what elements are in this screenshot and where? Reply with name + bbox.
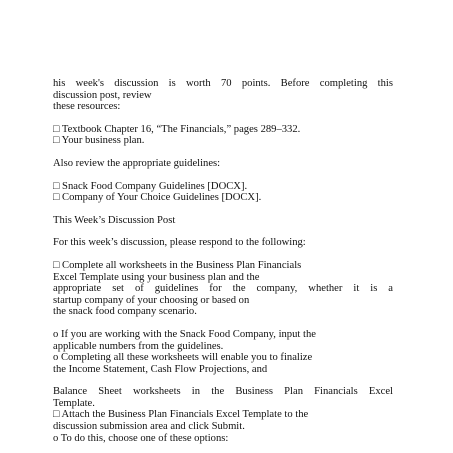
sub2-line-4: discussion submission area and click Submit. bbox=[53, 421, 245, 433]
paragraph-gap bbox=[53, 318, 393, 329]
paragraph-gap bbox=[53, 375, 393, 386]
intro-line-3: these resources: bbox=[53, 101, 121, 113]
respond-intro: For this week’s discussion, please respond to the following: bbox=[53, 237, 306, 249]
sub-line-3: o Completing all these worksheets will enable you to finalize bbox=[53, 352, 313, 364]
sub-line-4: the Income Statement, Cash Flow Projections, and bbox=[53, 363, 268, 375]
resource-item-textbook: □ Textbook Chapter 16, “The Financials,” pages 289–332. bbox=[53, 123, 301, 135]
task-line-5: the snack food company scenario. bbox=[53, 306, 197, 318]
task-line-2: Excel Template using your business plan and the bbox=[53, 271, 260, 283]
guideline-item-snack-food: □ Snack Food Company Guidelines [DOCX]. bbox=[53, 180, 248, 192]
guidelines-intro: Also review the appropriate guidelines: bbox=[53, 157, 221, 169]
paragraph-gap bbox=[53, 249, 393, 260]
task-line-3: appropriate set of guidelines for the company, whether it is a bbox=[53, 283, 393, 295]
section-title: This Week’s Discussion Post bbox=[53, 214, 176, 226]
sub2-line-1: Balance Sheet worksheets in the Business Plan Financials Excel bbox=[53, 386, 393, 398]
task-line-1: □ Complete all worksheets in the Business Plan Financials bbox=[53, 259, 302, 271]
paragraph-gap bbox=[53, 113, 393, 124]
intro-line-2: discussion post, review bbox=[53, 89, 152, 101]
resource-item-business-plan: □ Your business plan. bbox=[53, 135, 145, 147]
paragraph-gap bbox=[53, 226, 393, 237]
sub-line-1: o If you are working with the Snack Food Company, input the bbox=[53, 328, 316, 340]
paragraph-gap bbox=[53, 170, 393, 181]
paragraph-gap bbox=[53, 147, 393, 158]
sub2-line-2: Template. bbox=[53, 397, 95, 409]
guideline-item-company-choice: □ Company of Your Choice Guidelines [DOCX]. bbox=[53, 192, 262, 204]
document-body bbox=[53, 78, 393, 444]
sub-line-2: applicable numbers from the guidelines. bbox=[53, 340, 224, 352]
sub2-line-5: o To do this, choose one of these options: bbox=[53, 432, 229, 444]
task-line-4: startup company of your choosing or based on bbox=[53, 294, 250, 306]
intro-line-1: his week's discussion is worth 70 points. Before completing this bbox=[53, 78, 393, 89]
sub2-line-3: □ Attach the Business Plan Financials Excel Template to the bbox=[53, 409, 309, 421]
paragraph-gap bbox=[53, 204, 393, 215]
